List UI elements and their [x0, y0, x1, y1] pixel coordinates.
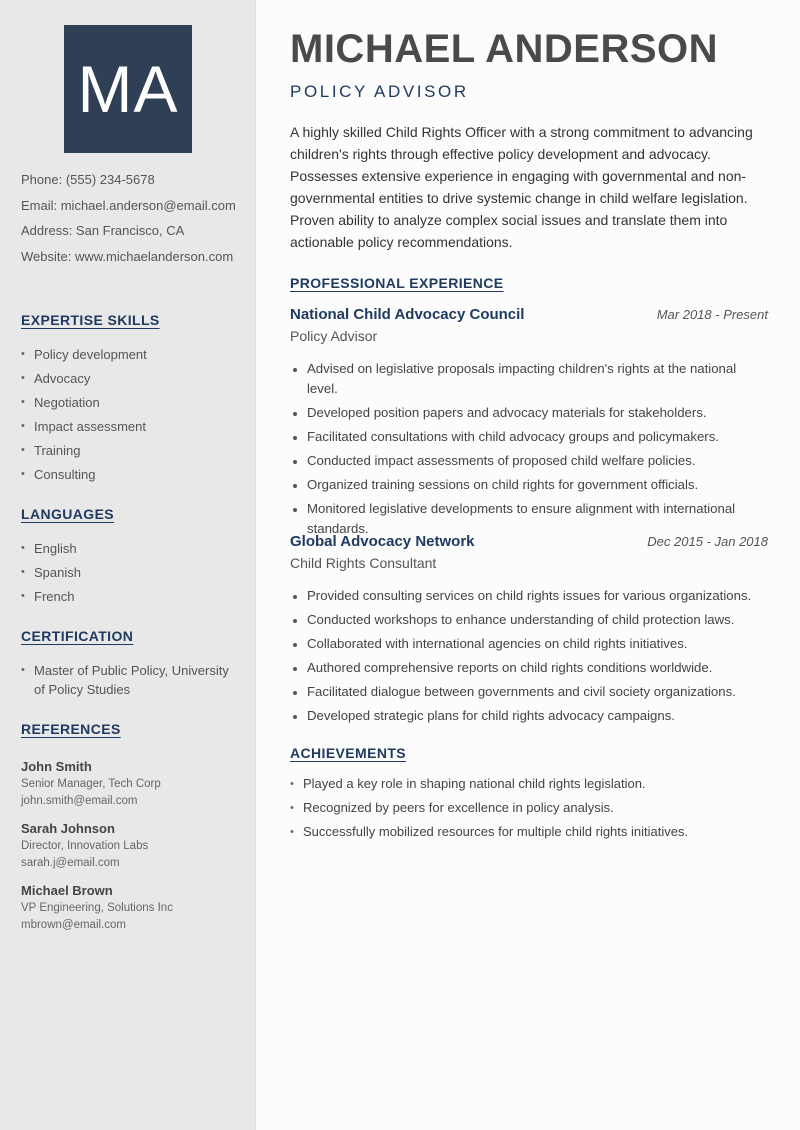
skills-list	[21, 345, 241, 484]
certification-list	[21, 661, 241, 699]
bullet-icon: •	[21, 348, 25, 360]
job-header	[290, 532, 768, 554]
reference-name: John Smith	[21, 759, 92, 774]
languages-section	[21, 506, 241, 611]
languages-list	[21, 539, 241, 606]
achievements-list	[290, 774, 768, 846]
job-header	[290, 305, 768, 327]
job-bullets	[290, 359, 768, 539]
list-item: • Developed strategic plans for child rights advocacy campaigns.	[307, 706, 768, 726]
summary-paragraph: A highly skilled Child Rights Officer with a strong commitment to advancing children's rights through effective policy development and advocacy. Possesses extensive experience in engaging with governmental and non-governmental entities to drive systemic change in child welfare legislation. Proven ability to analyze complex social issues and translate them into actionable policy recommendations.	[290, 124, 753, 250]
list-item: • Organized training sessions on child rights for government officials.	[307, 475, 768, 495]
bullet-icon: •	[21, 590, 25, 602]
bullet-icon: •	[21, 566, 25, 578]
bullet-icon: •	[290, 778, 294, 790]
certification-heading: CERTIFICATION	[21, 628, 134, 644]
monogram-logo: MA	[64, 25, 192, 153]
references-list	[21, 758, 241, 934]
sidebar	[0, 0, 256, 1130]
bullet-icon: •	[290, 802, 294, 814]
list-item: • Developed position papers and advocacy materials for stakeholders.	[307, 403, 768, 423]
job-dates: Dec 2015 - Jan 2018	[647, 534, 768, 549]
list-item: • Played a key role in shaping national child rights legislation.	[290, 774, 768, 794]
reference-email: mbrown@email.com	[21, 919, 126, 931]
list-item: • Master of Public Policy, University of Policy Studies	[21, 663, 229, 697]
reference-name: Sarah Johnson	[21, 821, 115, 836]
contact-address: Address: San Francisco, CA	[21, 223, 185, 238]
list-item: • Spanish	[21, 565, 81, 580]
job-bullets	[290, 586, 768, 726]
list-item: • French	[21, 589, 75, 604]
bullet-icon: •	[21, 664, 25, 676]
bullet-icon: •	[21, 420, 25, 432]
list-item: • Facilitated dialogue between governments and civil society organizations.	[307, 682, 768, 702]
contact-email: Email: michael.anderson@email.com	[21, 197, 236, 213]
reference-email: sarah.j@email.com	[21, 857, 120, 869]
candidate-role: POLICY ADVISOR	[290, 82, 469, 101]
reference-name: Michael Brown	[21, 883, 113, 898]
job-organization: Global Advocacy Network	[290, 533, 475, 550]
job-entry	[290, 532, 768, 730]
references-heading: REFERENCES	[21, 721, 121, 737]
list-item: • Conducted workshops to enhance understanding of child protection laws.	[307, 610, 768, 630]
list-item: • Provided consulting services on child rights issues for various organizations.	[307, 586, 768, 606]
skills-heading: EXPERTISE SKILLS	[21, 312, 160, 328]
contact-website: Website: www.michaelanderson.com	[21, 248, 234, 264]
reference-title: Director, Innovation Labs	[21, 840, 149, 852]
certification-section	[21, 628, 241, 704]
job-organization: National Child Advocacy Council	[290, 306, 525, 323]
list-item: • Impact assessment	[21, 419, 146, 434]
list-item: • Conducted impact assessments of proposed child welfare policies.	[307, 451, 768, 471]
bullet-icon: •	[21, 542, 25, 554]
job-dates: Mar 2018 - Present	[656, 307, 768, 322]
list-item: • Successfully mobilized resources for multiple child rights initiatives.	[290, 822, 768, 842]
languages-heading: LANGUAGES	[21, 506, 115, 522]
experience-heading: PROFESSIONAL EXPERIENCE	[290, 275, 504, 291]
job-title: Policy Advisor	[290, 328, 378, 344]
references-section	[21, 721, 241, 944]
contact-info	[21, 172, 251, 274]
list-item: • Collaborated with international agencies on child rights initiatives.	[307, 634, 768, 654]
reference-email: john.smith@email.com	[21, 795, 138, 807]
list-item: • Advised on legislative proposals impacting children's rights at the national level.	[307, 359, 768, 399]
list-item: • Training	[21, 443, 81, 458]
bullet-icon: •	[21, 396, 25, 408]
list-item: • Facilitated consultations with child advocacy groups and policymakers.	[307, 427, 768, 447]
skills-section	[21, 312, 241, 489]
candidate-name: MICHAEL ANDERSON	[290, 27, 719, 71]
job-title: Child Rights Consultant	[290, 555, 437, 571]
list-item: • Authored comprehensive reports on child rights conditions worldwide.	[307, 658, 768, 678]
bullet-icon: •	[290, 826, 294, 838]
list-item: • Negotiation	[21, 395, 100, 410]
job-entry	[290, 305, 768, 543]
reference-item	[21, 758, 241, 810]
bullet-icon: •	[21, 372, 25, 384]
list-item: • Monitored legislative developments to ensure alignment with international standards.	[307, 499, 768, 539]
list-item: • Policy development	[21, 347, 147, 362]
reference-title: Senior Manager, Tech Corp	[21, 778, 161, 790]
list-item: • English	[21, 541, 77, 556]
contact-phone: Phone: (555) 234-5678	[21, 172, 155, 187]
achievements-heading: ACHIEVEMENTS	[290, 745, 407, 761]
list-item: • Advocacy	[21, 371, 91, 386]
list-item: • Consulting	[21, 467, 96, 482]
list-item: • Recognized by peers for excellence in policy analysis.	[290, 798, 768, 818]
reference-item	[21, 820, 241, 872]
bullet-icon: •	[21, 444, 25, 456]
bullet-icon: •	[21, 468, 25, 480]
reference-item	[21, 882, 241, 934]
reference-title: VP Engineering, Solutions Inc	[21, 902, 173, 914]
